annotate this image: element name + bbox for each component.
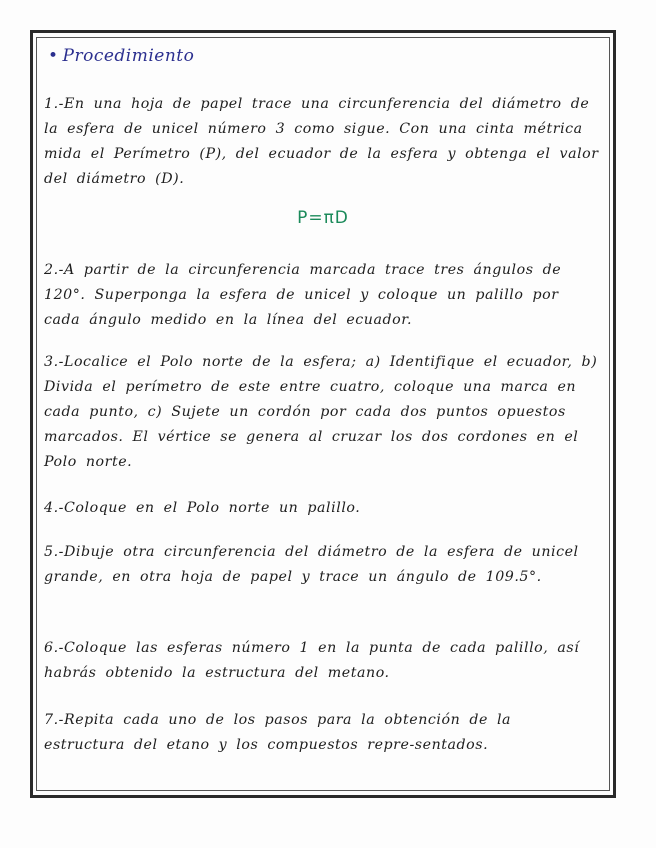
- section-title-text: Procedimiento: [62, 46, 195, 66]
- step-4: 4.-Coloque en el Polo norte un palillo.: [44, 500, 361, 516]
- step-5: 5.-Dibuje otra circunferencia del diámetro de la esfera de unicel grande, en otra hoja de papel y trace un ángulo de 109.5°.: [44, 544, 579, 585]
- step-3: 3.-Localice el Polo norte de la esfera; a) Identifique el ecuador, b) Divida el perímetro de este entre cuatro, coloque una marca en cada punto, c) Sujete un cordón por cada dos puntos opuestos marcados. El vértice se genera al cruzar los dos cordones en el Polo norte.: [44, 354, 598, 470]
- step-7: 7.-Repita cada uno de los pasos para la obtención de la estructura del etano y los compuestos repre-sentados.: [44, 712, 512, 753]
- step-6: 6.-Coloque las esferas número 1 en la punta de cada palillo, así habrás obtenido la estructura del metano.: [44, 640, 580, 681]
- step-1: 1.-En una hoja de papel trace una circunferencia del diámetro de la esfera de unicel número 3 como sigue. Con una cinta métrica mida el Perímetro (P), del ecuador de la esfera y obtenga el valor del diámetro (D).: [44, 96, 599, 187]
- step-2: 2.-A partir de la circunferencia marcada trace tres ángulos de 120°. Superponga la esfera de unicel y coloque un palillo por cada ángulo medido en la línea del ecuador.: [44, 262, 562, 328]
- section-title: [48, 46, 194, 66]
- perimeter-formula: P=πD: [297, 208, 349, 228]
- bullet-icon: •: [48, 46, 59, 66]
